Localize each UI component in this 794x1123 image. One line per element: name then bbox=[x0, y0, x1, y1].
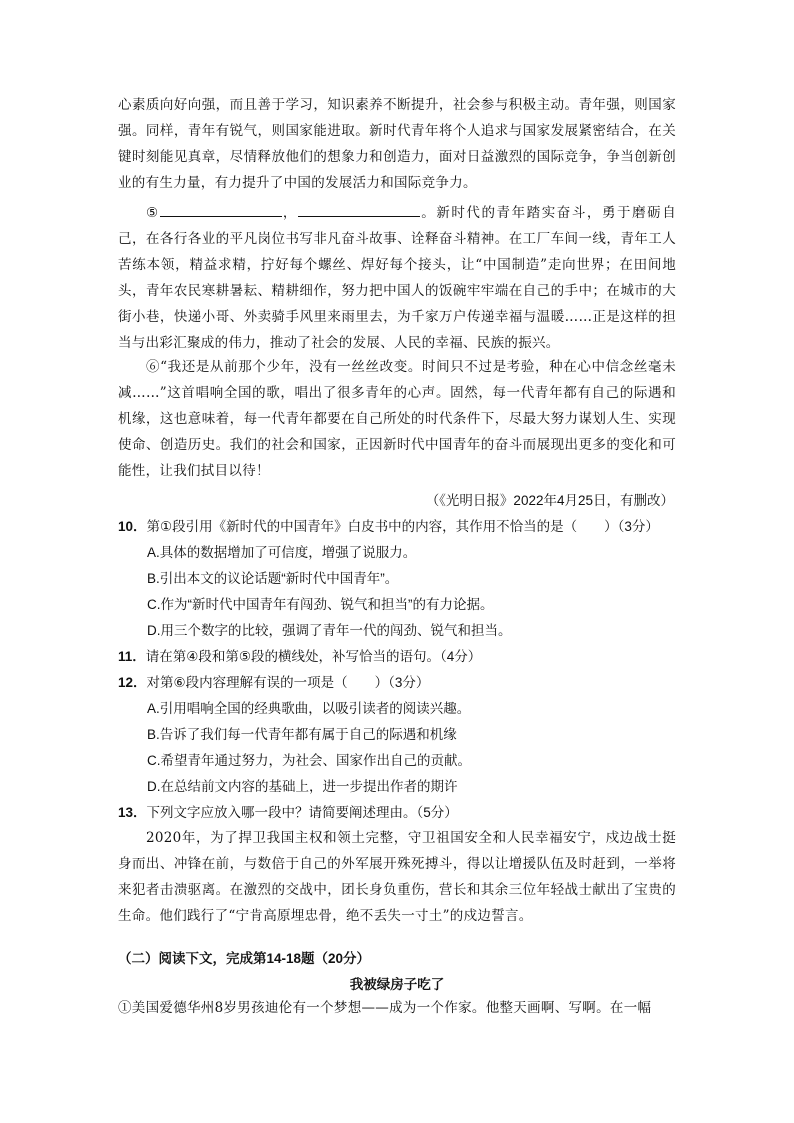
question-number: 12． bbox=[118, 675, 147, 690]
section2-paragraph-1: ①美国爱德华州8岁男孩迪伦有一个梦想——成为一个作家。他整天画啊、写啊。在一幅 bbox=[118, 1000, 652, 1016]
q10-option-c: C.作为“新时代中国青年有闯劲、锐气和担当”的有力论据。 bbox=[147, 597, 494, 612]
section-heading: （二）阅读下文，完成第14-18题（20分） bbox=[118, 951, 371, 966]
separator: ， bbox=[281, 205, 298, 221]
q12-option-c: C.希望青年通过努力，为社会、国家作出自己的贡献。 bbox=[147, 753, 471, 768]
article-title: 我被绿房子吃了 bbox=[349, 977, 445, 992]
answer-blank-2[interactable] bbox=[298, 202, 420, 217]
q12-option-b: B.告诉了我们每一代青年都有属于自己的际遇和机缘 bbox=[147, 727, 457, 742]
paragraph-text: 。新时代的青年踏实奋斗，勇于磨砺自己，在各行各业的平凡岗位书写非凡奋斗故事、诠释奋斗精神。在工厂车间一线，青年工人苦练本领，精益求精，拧好每个螺丝、焊好每个接头，让“中国制造”走向世界；在田间地头，青年农民寒耕暑耘、精耕细作，努力把中国人的饭碗牢牢端在自己的手中；在城市的大街小巷，快递小哥、外卖骑手风里来雨里去，为千家万户传递幸福与温暖……正是这样的担当与出彩汇聚成的伟力，推动了社会的发展、人民的幸福、民族的振兴。 bbox=[118, 205, 676, 351]
q12-option-a: A.引用唱响全国的经典歌曲，以吸引读者的阅读兴趣。 bbox=[147, 701, 471, 716]
q12-option-d: D.在总结前文内容的基础上，进一步提出作者的期许 bbox=[147, 779, 458, 794]
passage-paragraph-continued: 心素质向好向强，而且善于学习，知识素养不断提升，社会参与积极主动。青年强，则国家强。同样，青年有锐气，则国家能进取。新时代青年将个人追求与国家发展紧密结合，在关键时刻能见真章，尽情释放他们的想象力和创造力，面对日益激烈的国际竞争，争当创新创业的有生力量，有力提升了中国的发展活力和国际竞争力。 bbox=[118, 97, 676, 191]
q10-option-b: B.引出本文的议论话题“新时代中国青年”。 bbox=[147, 571, 399, 586]
question-10 bbox=[118, 515, 659, 535]
passage-paragraph-5 bbox=[118, 200, 676, 356]
q10-option-d: D.用三个数字的比较，强调了青年一代的闯劲、锐气和担当。 bbox=[147, 623, 512, 638]
question-number: 10． bbox=[118, 519, 147, 534]
question-text: 请在第④段和第⑤段的横线处，补写恰当的语句。（4分） bbox=[145, 649, 482, 664]
question-number: 13． bbox=[118, 805, 147, 820]
q10-option-a: A.具体的数据增加了可信度，增强了说服力。 bbox=[147, 545, 417, 560]
passage-paragraph-6: ⑥“我还是从前那个少年，没有一丝丝改变。时间只不过是考验，种在心中信念丝毫未减……”这首唱响全国的歌，唱出了很多青年的心声。固然，每一代青年都有自己的际遇和机缘，这也意味着，每一代青年都要在自己所处的时代条件下，尽最大努力谋划人生、实现使命、创造历史。我们的社会和国家，正因新时代中国青年的奋斗而展现出更多的变化和可能性，让我们拭目以待！ bbox=[118, 359, 676, 479]
question-text: 下列文字应放入哪一段中？请简要阐述理由。（5分） bbox=[146, 805, 458, 820]
question-text: 第①段引用《新时代的中国青年》白皮书中的内容，其作用不恰当的是（ ）（3分） bbox=[146, 519, 659, 534]
answer-blank-1[interactable] bbox=[160, 202, 282, 217]
question-13 bbox=[118, 801, 458, 821]
question-12 bbox=[118, 671, 429, 691]
question-number: 11． bbox=[118, 649, 146, 664]
q13-material: 2020年，为了捍卫我国主权和领土完整，守卫祖国安全和人民幸福安宁，戍边战士挺身而出、冲锋在前，与数倍于自己的外军展开殊死搏斗，得以让增援队伍及时赶到，一举将来犯者击溃驱离。在激烈的交战中，团长身负重伤，营长和其余三位年轻战士献出了宝贵的生命。他们践行了“宁肯高原埋忠骨，绝不丢失一寸土”的戍边誓言。 bbox=[118, 830, 676, 924]
paragraph-number: ⑤ bbox=[146, 205, 160, 221]
question-11 bbox=[118, 645, 481, 665]
source-citation: （《光明日报》2022年4月25日，有删改） bbox=[425, 493, 674, 508]
question-text: 对第⑥段内容理解有误的一项是（ ）（3分） bbox=[146, 675, 430, 690]
